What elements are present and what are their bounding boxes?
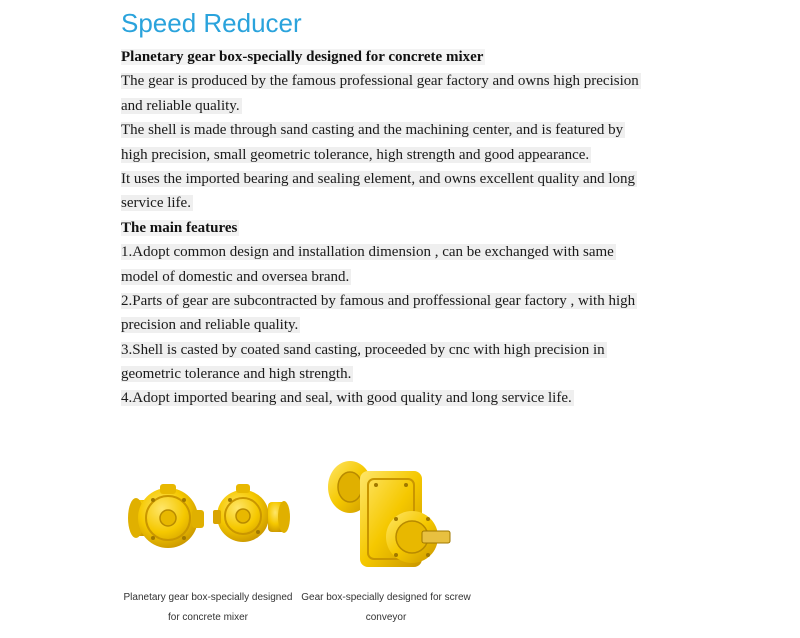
feature-line: 4.Adopt imported bearing and seal, with good quality and long service life.: [121, 390, 572, 407]
feature-line: 2.Parts of gear are subcontracted by famous and proffessional gear factory , with high: [121, 292, 636, 309]
feature-line: model of domestic and oversea brand.: [121, 268, 350, 285]
feature-line: geometric tolerance and high strength.: [121, 366, 352, 383]
gearbox-right: [213, 484, 290, 542]
description-text: [121, 45, 691, 411]
feature-line: precision and reliable quality.: [121, 317, 299, 334]
section-heading-features: The main features: [121, 219, 238, 236]
caption-planetary-gearbox: Planetary gear box-specially designed for concrete mixer: [123, 592, 293, 623]
screw-conveyor-gearbox-image: [320, 455, 460, 583]
section-heading-planetary: Planetary gear box-specially designed for concrete mixer: [121, 49, 484, 65]
planetary-gearbox-image: [118, 470, 303, 570]
page-title: Speed Reducer: [121, 8, 302, 38]
text-line: high precision, small geometric tolerance, high strength and good appearance.: [121, 146, 590, 163]
feature-line: 1.Adopt common design and installation dimension , can be exchanged with same: [121, 244, 614, 261]
gearbox-left: [128, 484, 204, 548]
text-line: It uses the imported bearing and sealing element, and owns excellent quality and long: [121, 170, 636, 187]
feature-line: 3.Shell is casted by coated sand casting, proceeded by cnc with high precision in: [121, 341, 605, 358]
text-line: service life.: [121, 195, 191, 212]
text-line: and reliable quality.: [121, 97, 240, 114]
caption-screw-gearbox: Gear box-specially designed for screw conveyor: [301, 592, 471, 623]
text-line: The gear is produced by the famous professional gear factory and owns high precision: [121, 73, 639, 90]
text-line: The shell is made through sand casting and the machining center, and is featured by: [121, 122, 624, 139]
